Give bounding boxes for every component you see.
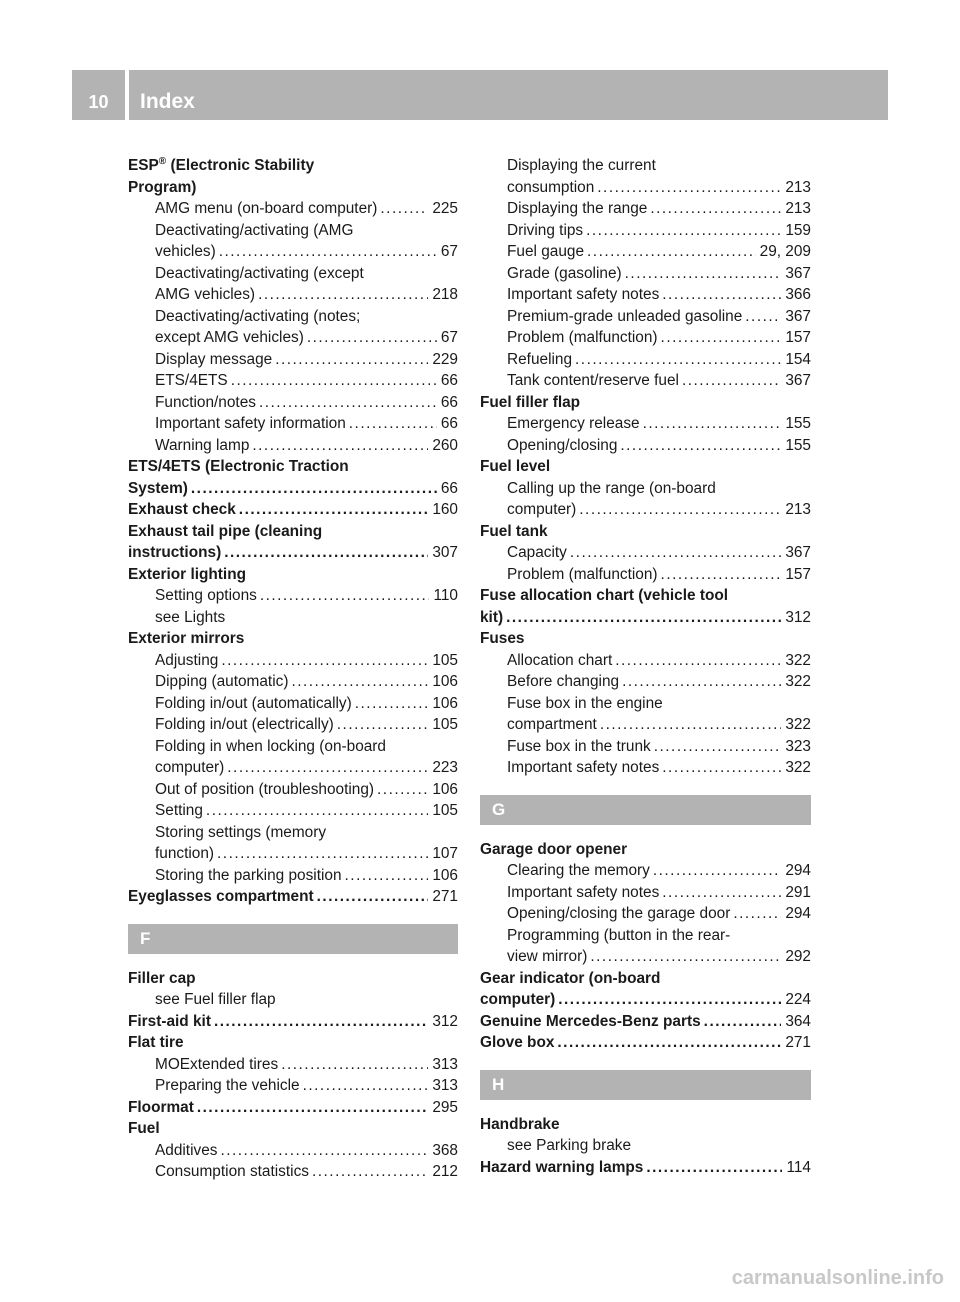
entry-text: Fuel tank: [480, 522, 548, 540]
entry-text: kit): [480, 608, 504, 626]
index-entry[interactable]: [480, 585, 811, 607]
section-letter-header: H: [480, 1070, 811, 1100]
page-reference[interactable]: 114: [786, 1158, 811, 1176]
index-entry[interactable]: [128, 564, 458, 586]
page-reference[interactable]: 271: [785, 1034, 811, 1051]
leader-dots: [214, 1011, 428, 1033]
page-reference[interactable]: 292: [785, 948, 811, 965]
entry-text: consumption: [507, 178, 595, 196]
leader-dots: [745, 306, 781, 328]
entry-text: Displaying the range: [507, 200, 648, 217]
index-subentry[interactable]: [480, 946, 811, 968]
entry-text: Fuse box in the engine: [507, 694, 663, 712]
index-subentry[interactable]: [128, 865, 458, 887]
leader-dots: [620, 435, 781, 457]
index-entry[interactable]: [128, 478, 458, 500]
entry-text: Problem (malfunction): [507, 565, 658, 583]
page-reference[interactable]: 294: [785, 862, 811, 879]
index-subentry[interactable]: [480, 349, 811, 371]
leader-dots: [662, 882, 781, 904]
entry-text: ETS/4ETS (Electronic Traction: [128, 458, 349, 475]
entry-text: Hazard warning lamps: [480, 1158, 644, 1176]
page-reference[interactable]: 213: [785, 501, 811, 518]
leader-dots: [377, 779, 428, 801]
index-column-left: [128, 155, 458, 1183]
page-reference[interactable]: 322: [785, 651, 811, 669]
page-reference[interactable]: 368: [432, 1141, 458, 1159]
leader-dots: [622, 671, 781, 693]
index-subentry[interactable]: [128, 843, 458, 865]
entry-text: MOExtended tires: [155, 1055, 279, 1073]
entry-text: Deactivating/activating (except: [155, 264, 364, 282]
index-entry[interactable]: [480, 839, 811, 861]
index-entry[interactable]: [128, 628, 458, 650]
index-entry[interactable]: [480, 1157, 811, 1179]
leader-dots: [219, 241, 437, 263]
index-subentry[interactable]: [128, 220, 458, 242]
entry-text: Setting options: [155, 587, 257, 604]
page-reference[interactable]: 291: [785, 883, 811, 901]
entry-text: Driving tips: [507, 221, 584, 239]
entry-text: instructions): [128, 544, 222, 561]
index-subentry[interactable]: [128, 198, 458, 220]
page-reference[interactable]: 213: [785, 200, 811, 217]
index-subentry[interactable]: [480, 736, 811, 758]
index-entry[interactable]: [480, 628, 811, 650]
entry-text: AMG vehicles): [155, 286, 256, 303]
index-subentry[interactable]: [480, 671, 811, 693]
index-subentry[interactable]: [128, 989, 458, 1011]
index-subentry[interactable]: [128, 736, 458, 758]
index-subentry[interactable]: [128, 800, 458, 822]
leader-dots: [345, 865, 429, 887]
index-subentry[interactable]: [480, 177, 811, 199]
index-subentry[interactable]: [128, 263, 458, 285]
entry-text: function): [155, 845, 215, 862]
index-subentry[interactable]: [480, 1135, 811, 1157]
watermark: carmanualsonline.info: [731, 1267, 944, 1289]
entry-text: Additives: [155, 1141, 218, 1159]
index-subentry[interactable]: [128, 306, 458, 328]
index-entry[interactable]: [128, 521, 458, 543]
page-reference[interactable]: 271: [432, 888, 458, 905]
leader-dots: [220, 1140, 428, 1162]
page-reference[interactable]: 105: [432, 716, 458, 733]
index-subentry[interactable]: [480, 241, 811, 263]
entry-text: Preparing the vehicle: [155, 1077, 300, 1094]
leader-dots: [191, 478, 437, 500]
entry-text: computer): [480, 991, 556, 1008]
entry-text: Gear indicator (on-board: [480, 969, 661, 987]
leader-dots: [587, 241, 756, 263]
entry-text: Problem (malfunction): [507, 329, 658, 346]
page-reference[interactable]: 160: [432, 501, 458, 518]
page-reference[interactable]: 218: [432, 286, 458, 303]
index-entry[interactable]: [480, 392, 811, 414]
index-subentry[interactable]: [128, 1075, 458, 1097]
entry-text: Refueling: [507, 350, 573, 368]
index-entry[interactable]: [128, 177, 458, 199]
entry-text: Clearing the memory: [507, 862, 650, 879]
page-reference[interactable]: 213: [785, 178, 811, 196]
entry-text: Filler cap: [128, 969, 196, 987]
page-reference[interactable]: 106: [432, 694, 458, 712]
index-entry[interactable]: [480, 968, 811, 990]
page-reference[interactable]: 106: [432, 780, 458, 798]
page-reference[interactable]: 157: [785, 329, 811, 346]
index-subentry[interactable]: [128, 435, 458, 457]
index-entry[interactable]: [128, 542, 458, 564]
index-subentry[interactable]: [480, 882, 811, 904]
page-reference[interactable]: 66: [440, 393, 458, 411]
leader-dots: [349, 413, 437, 435]
index-subentry[interactable]: [480, 757, 811, 779]
index-subentry[interactable]: [128, 607, 458, 629]
entry-text: ESP® (Electronic Stability: [128, 155, 315, 174]
leader-dots: [661, 327, 782, 349]
index-subentry[interactable]: [480, 435, 811, 457]
leader-dots: [291, 671, 428, 693]
entry-text: Flat tire: [128, 1034, 184, 1051]
entry-text: Glove box: [480, 1034, 555, 1051]
entry-text: Deactivating/activating (AMG: [155, 221, 354, 239]
entry-text: Premium-grade unleaded gasoline: [507, 307, 743, 325]
page-reference[interactable]: 154: [785, 350, 811, 368]
entry-text: Dipping (automatic): [155, 673, 289, 690]
page-reference[interactable]: 224: [785, 991, 811, 1008]
page-reference[interactable]: 110: [433, 587, 458, 604]
index-subentry[interactable]: [480, 564, 811, 586]
index-subentry[interactable]: [128, 757, 458, 779]
index-subentry[interactable]: [480, 155, 811, 177]
leader-dots: [239, 499, 429, 521]
leader-dots: [600, 714, 782, 736]
leader-dots: [646, 1157, 782, 1179]
leader-dots: [275, 349, 428, 371]
page-reference[interactable]: 322: [785, 673, 811, 690]
leader-dots: [337, 714, 429, 736]
leader-dots: [259, 392, 437, 414]
entry-text: Folding in/out (electrically): [155, 716, 334, 733]
entry-text: Important safety notes: [507, 286, 660, 303]
leader-dots: [380, 198, 428, 220]
leader-dots: [597, 177, 781, 199]
index-subentry[interactable]: [128, 693, 458, 715]
index-entry[interactable]: [128, 499, 458, 521]
leader-dots: [231, 370, 437, 392]
leader-dots: [224, 542, 428, 564]
leader-dots: [252, 435, 428, 457]
index-entry[interactable]: [128, 155, 458, 177]
index-subentry[interactable]: [480, 860, 811, 882]
index-subentry[interactable]: [128, 370, 458, 392]
leader-dots: [653, 860, 781, 882]
page-reference[interactable]: 67: [440, 329, 458, 346]
index-entry[interactable]: [480, 1114, 811, 1136]
page-reference[interactable]: 323: [785, 737, 811, 755]
leader-dots: [227, 757, 428, 779]
index-subentry[interactable]: [480, 306, 811, 328]
entry-text: Calling up the range (on-board: [507, 479, 716, 497]
entry-text: see Fuel filler flap: [155, 991, 276, 1008]
entry-text: Before changing: [507, 673, 620, 690]
index-subentry[interactable]: [480, 650, 811, 672]
leader-dots: [586, 220, 781, 242]
index-entry[interactable]: [480, 607, 811, 629]
index-subentry[interactable]: [480, 903, 811, 925]
entry-text: view mirror): [507, 948, 588, 965]
index-subentry[interactable]: [480, 370, 811, 392]
entry-text: Important safety notes: [507, 759, 660, 776]
entry-text: Emergency release: [507, 415, 640, 432]
leader-dots: [575, 349, 781, 371]
entry-text: Function/notes: [155, 393, 256, 411]
leader-dots: [355, 693, 429, 715]
entry-text: Fuel gauge: [507, 243, 585, 260]
index-subentry[interactable]: [480, 220, 811, 242]
leader-dots: [303, 1075, 429, 1097]
entry-text: Adjusting: [155, 651, 219, 669]
leader-dots: [312, 1161, 428, 1183]
leader-dots: [317, 886, 429, 908]
page-reference[interactable]: 223: [432, 759, 458, 776]
leader-dots: [590, 946, 781, 968]
index-subentry[interactable]: [128, 241, 458, 263]
page-reference[interactable]: 66: [440, 372, 458, 389]
leader-dots: [662, 757, 781, 779]
entry-text: computer): [507, 501, 577, 518]
entry-text: Consumption statistics: [155, 1163, 309, 1180]
page-reference[interactable]: 295: [432, 1098, 458, 1116]
section-letter-header: F: [128, 924, 458, 954]
page-reference[interactable]: 105: [432, 802, 458, 819]
index-entry[interactable]: [128, 456, 458, 478]
page-reference[interactable]: 367: [785, 544, 811, 561]
leader-dots: [570, 542, 781, 564]
entry-text: Tank content/reserve fuel: [507, 372, 679, 389]
entry-text: Genuine Mercedes-Benz parts: [480, 1012, 701, 1030]
leader-dots: [615, 650, 781, 672]
index-subentry[interactable]: [480, 478, 811, 500]
index-subentry[interactable]: [128, 671, 458, 693]
entry-text: Fuel level: [480, 458, 551, 475]
entry-text: compartment: [507, 716, 597, 733]
index-subentry[interactable]: [128, 650, 458, 672]
entry-text: Eyeglasses compartment: [128, 888, 314, 905]
page-reference[interactable]: 106: [432, 866, 458, 884]
entry-text: see Lights: [155, 608, 226, 626]
entry-text: Important safety information: [155, 415, 346, 432]
leader-dots: [733, 903, 781, 925]
index-entry[interactable]: [480, 521, 811, 543]
index-subentry[interactable]: [480, 693, 811, 715]
leader-dots: [643, 413, 782, 435]
entry-text: Exhaust check: [128, 501, 236, 518]
leader-dots: [221, 650, 428, 672]
entry-text: Garage door opener: [480, 840, 628, 858]
index-entry[interactable]: [480, 1011, 811, 1033]
index-entry[interactable]: [128, 1097, 458, 1119]
entry-text: Grade (gasoline): [507, 264, 622, 282]
index-entry[interactable]: [480, 1032, 811, 1054]
page-reference[interactable]: 67: [440, 243, 458, 260]
page-reference[interactable]: 364: [785, 1012, 811, 1030]
leader-dots: [704, 1011, 782, 1033]
entry-text: Exterior lighting: [128, 565, 246, 583]
leader-dots: [662, 284, 781, 306]
leader-dots: [558, 989, 781, 1011]
page-reference[interactable]: 66: [440, 479, 458, 497]
page-reference[interactable]: 105: [432, 651, 458, 669]
leader-dots: [650, 198, 781, 220]
page-reference[interactable]: 322: [785, 716, 811, 733]
index-entry[interactable]: [480, 456, 811, 478]
index-subentry[interactable]: [128, 349, 458, 371]
index-subentry[interactable]: [480, 327, 811, 349]
entry-text: computer): [155, 759, 225, 776]
page-reference[interactable]: 307: [432, 544, 458, 561]
index-subentry[interactable]: [128, 779, 458, 801]
index-subentry[interactable]: [128, 392, 458, 414]
leader-dots: [579, 499, 781, 521]
index-entry[interactable]: [128, 886, 458, 908]
index-column-right: [480, 155, 811, 1178]
index-entry[interactable]: [128, 1118, 458, 1140]
entry-text: Fuel: [128, 1120, 160, 1137]
entry-text: Out of position (troubleshooting): [155, 780, 375, 798]
entry-text: Programming (button in the rear-: [507, 926, 731, 944]
entry-text: Folding in/out (automatically): [155, 694, 352, 712]
page-reference[interactable]: 229: [432, 350, 458, 368]
entry-text: Allocation chart: [507, 651, 613, 669]
index-subentry[interactable]: [480, 284, 811, 306]
page-title: Index: [140, 90, 195, 113]
leader-dots: [661, 564, 782, 586]
entry-text: Folding in when locking (on-board: [155, 737, 386, 755]
section-letter-header: G: [480, 795, 811, 825]
entry-text: Program): [128, 178, 197, 196]
page-reference[interactable]: 367: [785, 264, 811, 282]
entry-text: Floormat: [128, 1098, 194, 1116]
index-subentry[interactable]: [128, 284, 458, 306]
page-reference[interactable]: 155: [785, 415, 811, 432]
entry-text: First-aid kit: [128, 1012, 211, 1030]
page-reference[interactable]: 212: [432, 1163, 458, 1180]
index-entry[interactable]: [128, 968, 458, 990]
page-reference[interactable]: 66: [440, 415, 458, 432]
page-reference[interactable]: 29, 209: [759, 243, 811, 260]
entry-text: Deactivating/activating (notes;: [155, 307, 361, 325]
index-subentry[interactable]: [128, 1140, 458, 1162]
index-subentry[interactable]: [480, 714, 811, 736]
entry-text: System): [128, 479, 188, 497]
page-reference[interactable]: 367: [785, 372, 811, 389]
entry-text: Fuse allocation chart (vehicle tool: [480, 587, 729, 604]
entry-text: see Parking brake: [507, 1137, 632, 1154]
page-reference[interactable]: 107: [432, 845, 458, 862]
index-subentry[interactable]: [480, 413, 811, 435]
entry-text: Storing the parking position: [155, 866, 342, 884]
entry-text: Exhaust tail pipe (cleaning: [128, 522, 323, 540]
index-entry[interactable]: [480, 989, 811, 1011]
index-subentry[interactable]: [128, 822, 458, 844]
index-subentry[interactable]: [480, 499, 811, 521]
entry-text: Opening/closing the garage door: [507, 905, 731, 922]
leader-dots: [307, 327, 437, 349]
page-reference[interactable]: 312: [432, 1012, 458, 1030]
entry-text: except AMG vehicles): [155, 329, 304, 346]
leader-dots: [654, 736, 782, 758]
index-subentry[interactable]: [128, 1054, 458, 1076]
index-subentry[interactable]: [128, 1161, 458, 1183]
entry-text: Important safety notes: [507, 883, 660, 901]
index-subentry[interactable]: [480, 263, 811, 285]
index-subentry[interactable]: [480, 542, 811, 564]
leader-dots: [506, 607, 781, 629]
page-reference[interactable]: 157: [785, 565, 811, 583]
index-subentry[interactable]: [480, 198, 811, 220]
leader-dots: [281, 1054, 428, 1076]
entry-text: Displaying the current: [507, 157, 656, 174]
leader-dots: [557, 1032, 781, 1054]
entry-text: Fuel filler flap: [480, 393, 581, 411]
entry-text: Storing settings (memory: [155, 823, 327, 841]
entry-text: Warning lamp: [155, 436, 250, 454]
page-reference[interactable]: 294: [785, 905, 811, 922]
entry-text: Fuses: [480, 630, 525, 647]
entry-text: AMG menu (on-board computer): [155, 200, 378, 217]
entry-text: Exterior mirrors: [128, 630, 245, 647]
page-reference[interactable]: 159: [785, 221, 811, 239]
page-reference[interactable]: 367: [785, 307, 811, 325]
entry-text: ETS/4ETS: [155, 372, 228, 389]
entry-text: Setting: [155, 802, 203, 819]
index-subentry[interactable]: [128, 585, 458, 607]
leader-dots: [625, 263, 782, 285]
leader-dots: [258, 284, 428, 306]
page-reference[interactable]: 225: [432, 200, 458, 217]
page-reference[interactable]: 312: [785, 608, 811, 626]
index-entry[interactable]: [128, 1032, 458, 1054]
entry-text: Fuse box in the trunk: [507, 737, 651, 755]
leader-dots: [217, 843, 428, 865]
page-reference[interactable]: 260: [432, 436, 458, 454]
header-divider: [125, 70, 129, 120]
entry-text: Capacity: [507, 544, 567, 561]
page-reference[interactable]: 155: [785, 436, 811, 454]
page-reference[interactable]: 313: [432, 1055, 458, 1073]
page-reference[interactable]: 366: [785, 286, 811, 303]
entry-text: Opening/closing: [507, 436, 618, 454]
leader-dots: [682, 370, 781, 392]
index-subentry[interactable]: [128, 413, 458, 435]
index-subentry[interactable]: [128, 714, 458, 736]
entry-text: Display message: [155, 350, 273, 368]
entry-text: vehicles): [155, 243, 216, 260]
index-entry[interactable]: [128, 1011, 458, 1033]
page-number: 10: [88, 92, 109, 112]
leader-dots: [260, 585, 430, 607]
page-reference[interactable]: 313: [432, 1077, 458, 1094]
entry-text: Handbrake: [480, 1115, 560, 1133]
leader-dots: [206, 800, 428, 822]
index-subentry[interactable]: [128, 327, 458, 349]
index-subentry[interactable]: [480, 925, 811, 947]
page-reference[interactable]: 322: [785, 759, 811, 776]
leader-dots: [197, 1097, 428, 1119]
page-reference[interactable]: 106: [432, 673, 458, 690]
